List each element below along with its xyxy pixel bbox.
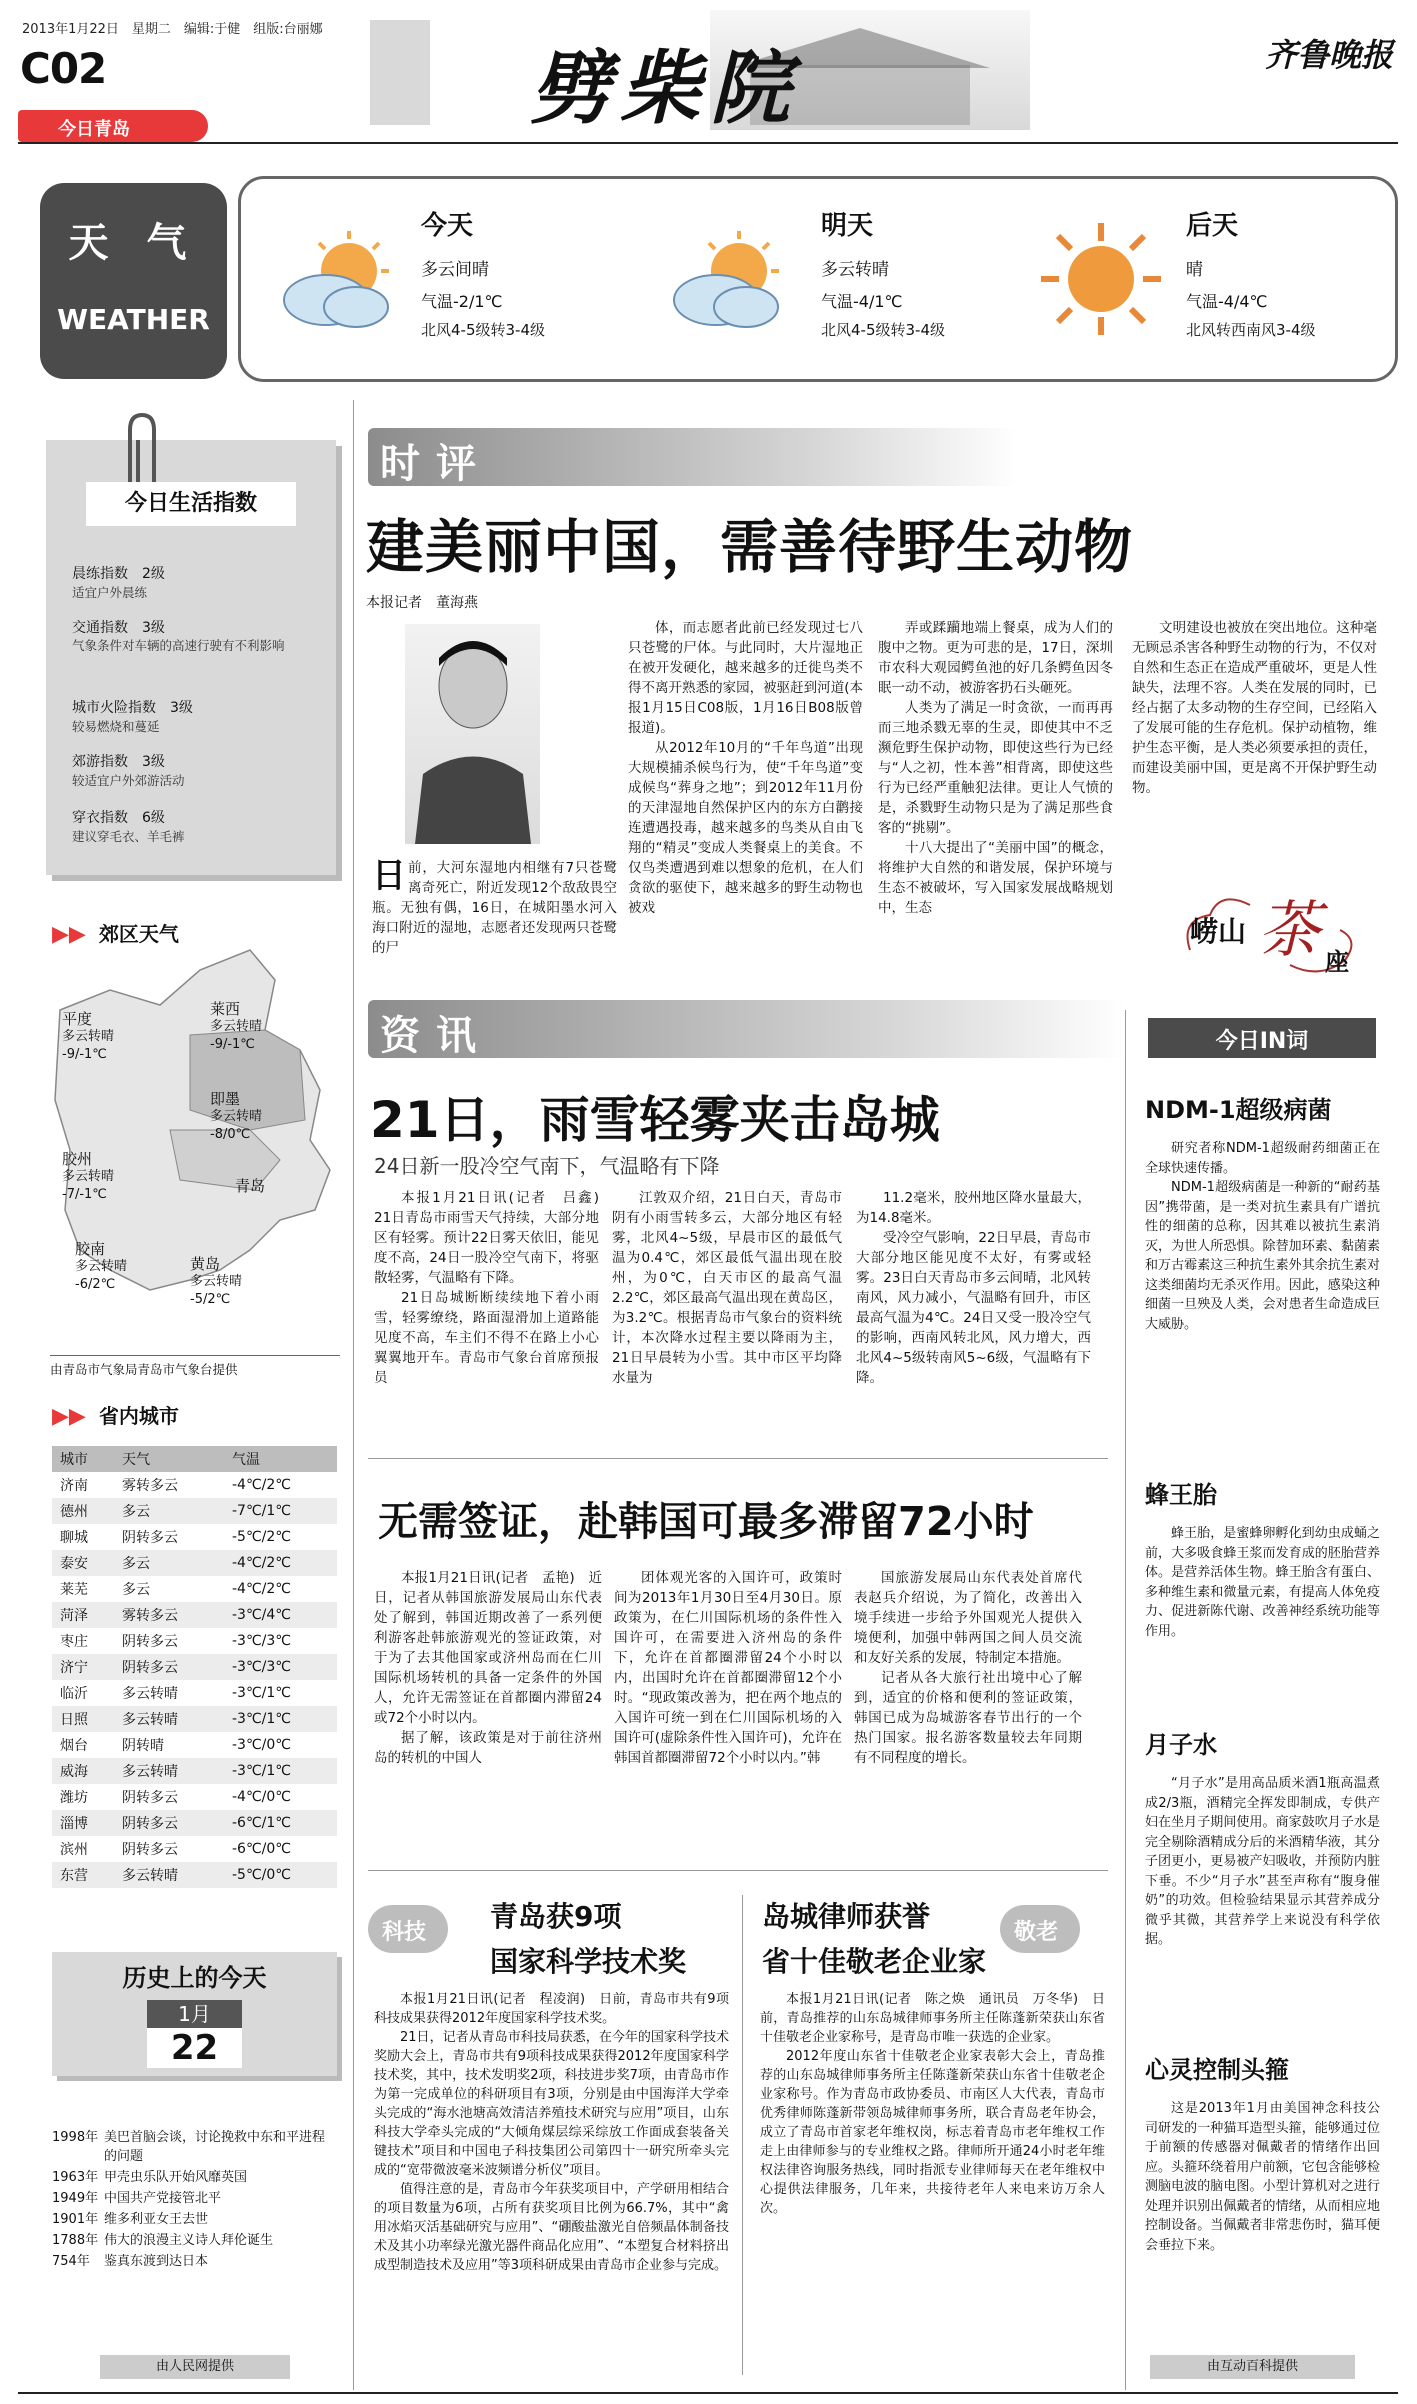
weather-label-cn: 天 气 <box>68 220 199 266</box>
event-year: 754年 <box>52 2254 90 2269</box>
term-text <box>1145 1139 1380 1334</box>
table-row <box>52 1836 337 1862</box>
commentary-col-1 <box>372 858 617 998</box>
column-header: 天气 <box>122 1452 150 1468</box>
table-cell: 枣庄 <box>60 1634 88 1650</box>
table-row <box>52 1472 337 1498</box>
paper-name: 齐鲁晚报 <box>1265 36 1394 74</box>
partly-cloudy-icon <box>661 225 791 335</box>
forecast-wind: 北风转西南风3-4级 <box>1186 321 1316 339</box>
suburb-place <box>210 1090 262 1144</box>
suburb-place <box>210 1000 262 1054</box>
place-cond: 多云转晴 <box>210 1109 263 1124</box>
table-row <box>52 1602 337 1628</box>
paragraph: 本报1月21日讯(记者 陈之焕 通讯员 万冬华) 日前，青岛推荐的山东岛城律师事务所主任陈蓬新荣获山东省十佳敬老企业家称号，是青岛市唯一获选的企业家。 <box>760 1992 1105 2045</box>
header-meta: 2013年1月22日 星期二 编辑:于健 组版:台丽娜 <box>22 22 323 37</box>
table-cell: 多云转晴 <box>122 1764 178 1780</box>
lawyer-tag <box>1000 1905 1080 1953</box>
term-text <box>1145 2099 1380 2255</box>
table-cell: 滨州 <box>60 1842 88 1858</box>
forecast-wind: 北风4-5级转3-4级 <box>421 321 545 339</box>
science-tag-label: 科技 <box>382 1920 427 1945</box>
table-cell: 多云转晴 <box>122 1686 178 1702</box>
table-cell: 威海 <box>60 1764 88 1780</box>
history-event <box>52 2128 337 2166</box>
life-index-desc: 较易燃烧和蔓延 <box>72 719 160 734</box>
table-cell: 烟台 <box>60 1738 88 1754</box>
footer-rule <box>18 2392 1398 2394</box>
paragraph: 江敦双介绍，21日白天，青岛市阴有小雨雪转多云，大部分地区有轻雾，北风4~5级，早晨市区的最低气温为0.4℃，郊区最低气温出现在胶州，为0℃，白天市区的最高气温2.2℃，郊区最高气温出现在黄岛区，为3.2℃。根据青岛市气象台的资料统计，本次降水过程主要以降雨为主，21日早晨转为小雪。其中市区平均降水量为 <box>612 1190 842 1386</box>
forecast-day <box>1036 205 1376 355</box>
life-index-desc: 较适宜户外郊游活动 <box>72 773 185 788</box>
table-row <box>52 1706 337 1732</box>
table-cell: -3℃/3℃ <box>232 1633 292 1649</box>
science-tag <box>368 1905 448 1953</box>
in-words-term <box>1145 1725 1380 1950</box>
life-index-name: 交通指数 3级 <box>72 620 165 636</box>
province-header <box>52 1400 179 1429</box>
table-cell: 菏泽 <box>60 1608 88 1624</box>
paragraph: 十八大提出了“美丽中国”的概念，将维护大自然的和谐发展，保护环境与生态不被破坏，写入国家发展战略规划中，生态 <box>878 840 1113 916</box>
place-name: 黄岛 <box>190 1255 221 1273</box>
paragraph: 人类为了满足一时贪欲，一而再再而三地杀戮无辜的生灵，即使其中不乏濒危野生保护动物，即使这些行为已经与“人之初，性本善”相背离，即使这些行为已经严重触犯法律。更让人气愤的是，杀戮野生动物只是为了满足那些食客的“挑剔”。 <box>878 700 1113 836</box>
table-row <box>52 1732 337 1758</box>
commentary-text: 前，大河东湿地内相继有7只苍鹭离奇死亡，附近发现12个敌敌畏空瓶。无独有偶，16日，在城阳墨水河入海口附近的湿地，志愿者还发现两只苍鹭的尸 <box>372 860 617 956</box>
event-text: 美巴首脑会谈，讨论挽救中东和平进程的问题 <box>104 2130 326 2164</box>
event-text: 伟大的浪漫主义诗人拜伦诞生 <box>104 2233 274 2248</box>
forecast-panel <box>238 176 1398 382</box>
table-row <box>52 1628 337 1654</box>
paragraph: 值得注意的是，青岛市今年获奖项目中，产学研用相结合的项目数量为6项，占所有获奖项目比例为66.7%，其中“禽用冰焰灭活基础研究与应用”、“硼酸盐激光自倍频晶体制备技术及其小功率绿光激光器件商品化应用”、“本塑复合材料挤出成型制造技术及应用”等3项科研成果由青岛市企业参与完成。 <box>374 2182 729 2273</box>
korea-col-3 <box>854 1568 1082 1844</box>
life-index-desc: 气象条件对车辆的高速行驶有不利影响 <box>72 638 285 653</box>
in-words-title: 今日IN词 <box>1215 1029 1309 1054</box>
double-arrow-icon: ▶▶ <box>52 922 86 947</box>
table-cell: -4℃/2℃ <box>232 1477 292 1493</box>
life-index-title-box <box>86 482 296 526</box>
event-year: 1901年 <box>52 2212 99 2227</box>
science-body <box>374 1990 729 2380</box>
masthead-title: 劈柴院 <box>530 41 800 135</box>
lawyer-tag-label: 敬老 <box>1014 1920 1059 1945</box>
table-cell: 多云转晴 <box>122 1712 178 1728</box>
science-headline-2: 国家科学技术奖 <box>490 1945 687 1978</box>
life-index-title: 今日生活指数 <box>124 491 257 516</box>
table-cell: 东营 <box>60 1868 88 1884</box>
table-row <box>52 1498 337 1524</box>
korea-col-2 <box>614 1568 842 1844</box>
province-table <box>52 1446 337 1888</box>
place-temp: -8/0℃ <box>210 1127 251 1142</box>
event-text: 中国共产党接管北平 <box>104 2191 222 2206</box>
history-event <box>52 2189 337 2208</box>
place-cond: 多云转晴 <box>210 1019 263 1034</box>
table-cell: 阴转多云 <box>122 1842 178 1858</box>
place-name: 即墨 <box>210 1090 241 1108</box>
life-index-desc: 建议穿毛衣、羊毛裤 <box>72 829 185 844</box>
table-cell: 阴转多云 <box>122 1790 178 1806</box>
life-index-item <box>72 563 332 617</box>
life-index-item <box>72 751 332 807</box>
paragraph: 研究者称NDM-1超级耐药细菌正在全球快速传播。 <box>1145 1141 1380 1176</box>
event-text: 甲壳虫乐队开始风靡英国 <box>104 2170 248 2185</box>
event-year: 1998年 <box>52 2130 99 2145</box>
table-cell: -5℃/0℃ <box>232 1867 292 1883</box>
in-words-source: 由互动百科提供 <box>1150 2355 1355 2379</box>
table-cell: 多云转晴 <box>122 1868 178 1884</box>
event-text: 维多利亚女王去世 <box>104 2212 209 2227</box>
table-cell: 阴转多云 <box>122 1634 178 1650</box>
paragraph: 这是2013年1月由美国神念科技公司研发的一种猫耳造型头箍，能够通过位于前额的传感器对佩戴者的情绪作出回应。头箍环绕着用户前额，它包含能够检测脑电波的脑电图。小型计算机对之进行处理并识别出佩戴者的情绪，从而相应地控制设备。当佩戴者非常悲伤时，猫耳便会垂拉下来。 <box>1145 2101 1380 2253</box>
masthead-banner <box>330 10 1030 135</box>
forecast-day-name: 今天 <box>421 211 474 241</box>
suburb-place <box>75 1240 127 1294</box>
table-cell: -3℃/1℃ <box>232 1763 292 1779</box>
table-cell: 淄博 <box>60 1816 88 1832</box>
portrait-icon <box>405 624 540 844</box>
commentary-col-4 <box>1132 618 1377 858</box>
place-cond: 多云转晴 <box>62 1169 115 1184</box>
table-cell: 德州 <box>60 1504 88 1520</box>
history-event <box>52 2252 337 2271</box>
in-words-term <box>1145 1475 1380 1641</box>
life-index-desc: 适宜户外晨练 <box>72 585 148 600</box>
event-year: 1949年 <box>52 2191 99 2206</box>
table-cell: 潍坊 <box>60 1790 88 1806</box>
term-text <box>1145 1524 1380 1641</box>
place-name: 青岛 <box>235 1177 266 1195</box>
column-divider <box>1125 1010 1126 2390</box>
paragraph: 受冷空气影响，22日早晨，青岛市大部分地区能见度不太好，有雾或轻雾。23日白天青岛市多云间晴，北风转南风，风力减小，气温略有回升，市区最高气温为4℃。24日又受一股冷空气的影响，西南风转北风，风力增大，西北风4~5级转南风5~6级，气温略有下降。 <box>856 1230 1091 1386</box>
table-cell: 济南 <box>60 1478 88 1494</box>
news-col-1 <box>374 1188 613 1428</box>
commentary-col-3 <box>878 618 1113 1010</box>
news-col-3 <box>856 1188 1091 1428</box>
forecast-condition: 晴 <box>1186 260 1203 280</box>
table-cell: 日照 <box>60 1712 88 1728</box>
dropcap-letter: 日 <box>372 856 406 896</box>
commentary-col-2 <box>628 618 863 1010</box>
commentary-tag-label: 时评 <box>380 441 492 487</box>
section-rule <box>368 1870 1108 1871</box>
page-number: C02 <box>20 44 107 93</box>
table-cell: 莱芜 <box>60 1582 88 1598</box>
paragraph: 文明建设也被放在突出地位。这种毫无顾忌杀害各种野生动物的行为，不仅对自然和生态正在造成严重破坏，更是人性缺失，法理不容。人类在发展的同时，已经占据了太多动物的生存空间，已经陷入了发展可能的生存危机。保护动植物，维护生态平衡，是人类必须要承担的责任，而建设美丽中国，更是离不开保护野生动物。 <box>1132 620 1377 796</box>
in-words-title-box <box>1148 1018 1376 1058</box>
paragraph: 弄或蹂躏地端上餐桌，成为人们的腹中之物。更为可悲的是，17日，深圳市农科大观园鳄鱼池的好几条鳄鱼因冬眠一动不动，被游客扔石头砸死。 <box>878 620 1113 696</box>
section-tag-label: 今日青岛 <box>58 119 130 140</box>
table-cell: 多云 <box>122 1582 150 1598</box>
table-cell: -3℃/1℃ <box>232 1711 292 1727</box>
table-cell: 聊城 <box>60 1530 88 1546</box>
paragraph: 从2012年10月的“千年鸟道”出现大规模捕杀候鸟行为，使“千年鸟道”变成候鸟“葬身之地”；到2012年11月份的天津湿地自然保护区内的东方白鹳接连遭遇投毒，越来越多的鸟类从自由飞翔的“精灵”变成人类餐桌上的美食。不仅鸟类遭遇到难以想象的危机，在人们贪欲的驱使下，越来越多的野生动物也被戏 <box>628 740 863 916</box>
in-words-term <box>1145 1090 1380 1334</box>
history-title: 历史上的今天 <box>122 1964 267 1992</box>
weather-label-box <box>40 183 227 379</box>
table-cell: 济宁 <box>60 1660 88 1676</box>
science-headline-1: 青岛获9项 <box>490 1900 622 1933</box>
tea-text-2: 茶 <box>1258 893 1321 966</box>
column-divider <box>353 400 354 2390</box>
paragraph: NDM-1超级病菌是一种新的“耐药基因”携带菌，是一类对抗生素具有广谱抗性的细菌的总称，因其难以被抗生素消灭，为世人所恐惧。除替加环素、黏菌素和万古霉素这三种抗生素外其余抗生素对这类细菌均无杀灭作用。因此，感染这种细菌一旦殃及人类，会对患者生命造成巨大威胁。 <box>1145 1180 1380 1332</box>
suburb-title: 郊区天气 <box>98 922 179 946</box>
suburb-place <box>235 1175 265 1196</box>
table-cell: 阴转多云 <box>122 1816 178 1832</box>
table-cell: 阴转多云 <box>122 1530 178 1546</box>
paragraph: 记者从各大旅行社出境中心了解到，适宜的价格和便利的签证政策，韩国已成为岛城游客春节出行的一个热门国家。报名游客数量较去年同期有不同程度的增长。 <box>854 1670 1082 1766</box>
news-tag-label: 资讯 <box>380 1013 492 1059</box>
lawyer-headline-2: 省十佳敬老企业家 <box>762 1945 987 1978</box>
place-cond: 多云转晴 <box>190 1274 243 1289</box>
place-cond: 多云转晴 <box>62 1029 115 1044</box>
forecast-day-name: 明天 <box>821 211 874 241</box>
in-words-term <box>1145 2050 1380 2255</box>
place-name: 胶南 <box>75 1240 106 1258</box>
forecast-condition: 多云转晴 <box>821 260 889 280</box>
paragraph: 国旅游发展局山东代表处首席代表赵兵介绍说，为了简化，改善出入境手续进一步给予外国观光人提供入境便利，加强中韩两国之间人员交流和友好关系的发展，特制定本措施。 <box>854 1570 1082 1666</box>
table-cell: 雾转多云 <box>122 1608 178 1624</box>
forecast-wind: 北风4-5级转3-4级 <box>821 321 945 339</box>
life-index-name: 郊游指数 3级 <box>72 754 165 770</box>
table-row <box>52 1810 337 1836</box>
section-rule <box>368 1458 1108 1459</box>
header-rule <box>18 142 1398 144</box>
column-header: 城市 <box>60 1452 88 1468</box>
table-row <box>52 1550 337 1576</box>
place-temp: -5/2℃ <box>190 1292 231 1307</box>
place-name: 莱西 <box>210 1000 241 1018</box>
suburb-place <box>62 1010 114 1064</box>
table-cell: 雾转多云 <box>122 1478 178 1494</box>
paragraph: 据了解，该政策是对于前往济州岛的转机的中国人 <box>374 1730 602 1766</box>
partly-cloudy-icon <box>271 225 401 335</box>
table-row <box>52 1862 337 1888</box>
life-index-list <box>72 563 332 857</box>
news-subhead: 24日新一股冷空气南下，气温略有下降 <box>374 1154 720 1178</box>
table-cell: -6℃/1℃ <box>232 1815 292 1831</box>
commentary-byline: 本报记者 董海燕 <box>366 595 478 611</box>
place-name: 胶州 <box>62 1150 93 1168</box>
tea-text-1: 崂山 <box>1190 915 1247 948</box>
weather-label-en: WEATHER <box>57 303 210 336</box>
paragraph: 2012年度山东省十佳敬老企业家表彰大会上，青岛推荐的山东岛城律师事务所主任陈蓬新荣获山东省十佳敬老企业家称号。作为青岛市政协委员、市南区人大代表，青岛市优秀律师陈蓬新带领岛城律师事务所，联合青岛老年协会，成立了青岛市首家老年维权岗，标志着青岛市老年维权工作走上由律师参与的专业维权之路。律师所开通24小时老年维权法律咨询服务热线，同时指派专业律师每天在老年维权中心提供法律服务，几年来，共接待老年人来电来访万余人次。 <box>760 2049 1105 2216</box>
place-name: 平度 <box>62 1010 93 1028</box>
commentary-headline: 建美丽中国，需善待野生动物 <box>366 513 1134 581</box>
paragraph: 21日，记者从青岛市科技局获悉，在今年的国家科学技术奖励大会上，青岛市共有9项科技成果获得2012年度国家科学技术奖，其中，技术发明奖2项，科技进步奖7项，由青岛市作为第一完成单位的科研项目有3项，分别是由中国海洋大学牵头完成的“海水池塘高效清洁养殖技术研究与应用”项目，山东科技大学牵头完成的“大倾角煤层综采综放工作面成套装备关键技术”项目和中国电子科技集团公司第四十一研究所牵头完成的“宽带微波毫米波频谱分析仪”项目。 <box>374 2030 729 2178</box>
suburb-header <box>52 918 179 948</box>
place-temp: -6/2℃ <box>75 1277 116 1292</box>
table-cell: -4℃/2℃ <box>232 1555 292 1571</box>
history-event <box>52 2168 337 2187</box>
history-event <box>52 2231 337 2250</box>
forecast-day-name: 后天 <box>1186 211 1239 241</box>
paragraph: 11.2毫米，胶州地区降水量最大，为14.8毫米。 <box>856 1190 1091 1226</box>
life-index-name: 城市火险指数 3级 <box>72 700 193 716</box>
life-index-item <box>72 697 332 751</box>
event-text: 鉴真东渡到达日本 <box>104 2254 209 2269</box>
history-card <box>52 1952 337 2076</box>
paragraph: “月子水”是用高品质米酒1瓶高温煮成2/3瓶，酒精完全挥发即制成，专供产妇在坐月子期间使用。商家鼓吹月子水是完全剔除酒精成分后的米酒精华液，其分子团更小，更易被产妇吸收，并预防内脏下垂。不少“月子水”甚至声称有“腹身催奶”的功效。但检验结果显示其营养成分微乎其微，其营养学上来说没有科学依据。 <box>1145 1776 1380 1947</box>
paragraph: 团体观光客的入国许可，政策时间为2013年1月30日至4月30日。原政策为，在仁川国际机场的条件性入国许可，在需要进入济州岛的条件下，允许在首都圈滞留24个小时以内，出国时允许在首都圈滞留12个小时。“现政策改善为，把在两个地点的入国许可统一到在仁川国际机场的入国许可(虚除条件性入国许可)，允许在韩国首都圈滞留72个小时以内。”韩 <box>614 1570 842 1766</box>
place-temp: -9/-1℃ <box>62 1047 107 1062</box>
commentary-tag <box>368 428 1018 486</box>
news-col-2 <box>612 1188 842 1428</box>
table-cell: 多云 <box>122 1556 150 1572</box>
forecast-day <box>271 205 651 355</box>
history-source: 由人民网提供 <box>100 2355 290 2379</box>
reporter-photo <box>405 624 540 844</box>
life-index-name: 晨练指数 2级 <box>72 566 165 582</box>
life-index-item <box>72 807 332 857</box>
table-row <box>52 1784 337 1810</box>
table-cell: -3℃/3℃ <box>232 1659 292 1675</box>
table-cell: -3℃/1℃ <box>232 1685 292 1701</box>
term-name: 心灵控制头箍 <box>1145 2056 1289 2084</box>
table-cell: 泰安 <box>60 1556 88 1572</box>
paragraph: 21日岛城断断续续地下着小雨雪，轻雾缭绕，路面湿滑加上道路能见度不高，车主们不得不在路上小心翼翼地开车。青岛市气象台首席预报员 <box>374 1290 599 1386</box>
tea-logo <box>1170 870 1370 990</box>
lawyer-headline-1: 岛城律师获誉 <box>762 1900 931 1933</box>
forecast-temp: 气温-4/1℃ <box>821 292 903 311</box>
table-cell: -5℃/2℃ <box>232 1529 292 1545</box>
paragraph: 本报1月21日讯(记者 程凌润) 日前，青岛市共有9项科技成果获得2012年度国家科学技术奖。 <box>374 1992 729 2026</box>
table-cell: 阴转多云 <box>122 1660 178 1676</box>
place-temp: -7/-1℃ <box>62 1187 107 1202</box>
place-cond: 多云转晴 <box>75 1259 128 1274</box>
table-row <box>52 1524 337 1550</box>
term-name: 月子水 <box>1145 1731 1217 1759</box>
forecast-condition: 多云间晴 <box>421 260 489 280</box>
event-year: 1963年 <box>52 2170 99 2185</box>
suburb-source: 由青岛市气象局青岛市气象台提供 <box>50 1355 340 1378</box>
forecast-temp: 气温-4/4℃ <box>1186 292 1268 311</box>
history-month: 1月 <box>147 2000 242 2028</box>
table-cell: 临沂 <box>60 1686 88 1702</box>
tea-text-3: 座 <box>1325 948 1349 976</box>
history-event <box>52 2210 337 2229</box>
table-row <box>52 1654 337 1680</box>
paragraph: 本报1月21日讯(记者 吕鑫) 21日青岛市雨雪天气持续，大部分地区有轻雾。预计22日雾天依旧，能见度不高，24日一股冷空气南下，将驱散轻雾，气温略有下降。 <box>374 1190 613 1286</box>
korea-headline: 无需签证，赴韩国可最多滞留72小时 <box>378 1499 1034 1545</box>
paragraph: 体，而志愿者此前已经发现过七八只苍鹭的尸体。与此同时，大片湿地正在被开发硬化，越来越多的迁徙鸟类不得不离开熟悉的家园，被驱赶到河道(本报1月15日C08版，1月16日B08版曾报道)。 <box>628 620 863 736</box>
life-index-item <box>72 617 332 697</box>
history-list <box>52 2128 337 2273</box>
section-tag <box>18 110 208 142</box>
history-day: 22 <box>147 2028 242 2068</box>
table-header-row <box>52 1446 337 1472</box>
suburb-place <box>190 1255 242 1309</box>
table-cell: -3℃/4℃ <box>232 1607 292 1623</box>
table-cell: 多云 <box>122 1504 150 1520</box>
korea-col-1 <box>374 1568 602 1844</box>
table-cell: -4℃/0℃ <box>232 1789 292 1805</box>
column-divider <box>742 1895 743 2375</box>
table-row <box>52 1758 337 1784</box>
forecast-day <box>661 205 1041 355</box>
table-cell: -6℃/0℃ <box>232 1841 292 1857</box>
term-name: 蜂王胎 <box>1145 1481 1217 1509</box>
table-cell: -7℃/1℃ <box>232 1503 292 1519</box>
suburb-place <box>62 1150 114 1204</box>
column-header: 气温 <box>232 1452 260 1468</box>
term-text <box>1145 1774 1380 1950</box>
forecast-temp: 气温-2/1℃ <box>421 292 503 311</box>
sun-icon <box>1036 219 1166 339</box>
table-cell: -3℃/0℃ <box>232 1737 292 1753</box>
table-row <box>52 1680 337 1706</box>
term-name: NDM-1超级病菌 <box>1145 1096 1332 1124</box>
life-index-name: 穿衣指数 6级 <box>72 810 165 826</box>
event-year: 1788年 <box>52 2233 99 2248</box>
paragraph: 蜂王胎，是蜜蜂卵孵化到幼虫成蛹之前，大多吸食蜂王浆而发育成的胚胎营养体。是营养活体生物。蜂王胎含有蛋白、多种维生素和微量元素，有提高人体免疫力、促进新陈代谢、改善神经系统功能等作用。 <box>1145 1526 1380 1639</box>
table-cell: -4℃/2℃ <box>232 1581 292 1597</box>
double-arrow-icon: ▶▶ <box>52 1404 86 1429</box>
table-cell: 阴转晴 <box>122 1738 164 1754</box>
news-tag <box>368 1000 1128 1058</box>
news-headline: 21日，雨雪轻雾夹击岛城 <box>370 1091 940 1149</box>
place-temp: -9/-1℃ <box>210 1037 255 1052</box>
lawyer-body <box>760 1990 1105 2380</box>
province-title: 省内城市 <box>98 1404 179 1428</box>
paragraph: 本报1月21日讯(记者 孟艳) 近日，记者从韩国旅游发展局山东代表处了解到，韩国近期改善了一系列便利游客赴韩旅游观光的签证政策，对于为了去其他国家或济州岛而在仁川国际机场转机的具备一定条件的外国人，允许无需签证在首都圈内滞留24或72个小时以内。 <box>374 1570 602 1726</box>
table-row <box>52 1576 337 1602</box>
